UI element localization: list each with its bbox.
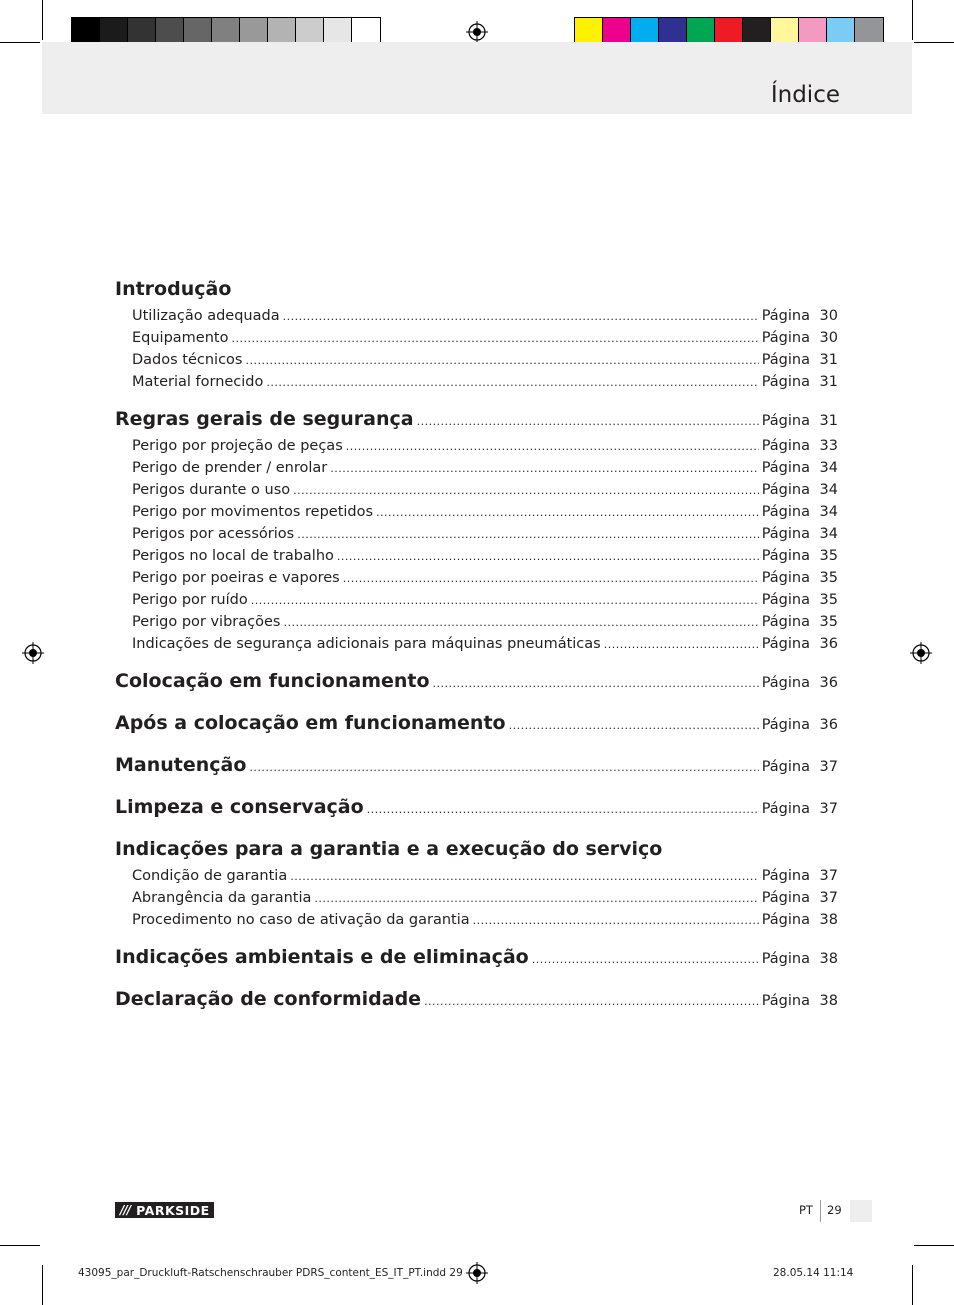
leader-dots — [266, 376, 758, 389]
print-slug-date: 28.05.14 11:14 — [773, 1267, 854, 1279]
leader-dots — [314, 892, 758, 905]
entry-title: Abrangência da garantia — [132, 890, 312, 906]
crop-mark — [0, 1245, 40, 1246]
footer-tab — [850, 1200, 872, 1222]
leader-dots — [433, 677, 759, 690]
toc-section-heading[interactable] — [115, 946, 838, 976]
page-ref: 35 — [819, 592, 838, 608]
toc-entry[interactable] — [115, 890, 838, 912]
crop-mark — [914, 1245, 954, 1246]
toc-section-heading[interactable] — [115, 408, 838, 438]
page-label: Página — [761, 951, 810, 967]
toc-entry[interactable] — [115, 308, 838, 330]
page-title: Índice — [770, 82, 840, 108]
table-of-contents — [115, 278, 838, 1030]
toc-entry[interactable] — [115, 592, 838, 614]
toc-section — [115, 754, 838, 784]
footer-divider — [820, 1200, 821, 1222]
page-label: Página — [761, 504, 810, 520]
entry-title: Perigos durante o uso — [132, 482, 291, 498]
entry-title: Procedimento no caso de ativação da garantia — [132, 912, 470, 928]
toc-entry[interactable] — [115, 374, 838, 396]
entry-title: Perigo por poeiras e vapores — [132, 570, 340, 586]
entry-title: Indicações de segurança adicionais para máquinas pneumáticas — [132, 636, 601, 652]
toc-section — [115, 946, 838, 976]
toc-entry[interactable] — [115, 636, 838, 658]
page-ref: 36 — [819, 636, 838, 652]
page-label: Página — [761, 548, 810, 564]
page-number: 29 — [827, 1203, 842, 1217]
crop-mark — [42, 1265, 43, 1305]
leader-dots — [290, 870, 758, 883]
page-label: Página — [761, 801, 810, 817]
page-label: Página — [761, 675, 810, 691]
toc-section-heading[interactable] — [115, 838, 838, 868]
page-label: Página — [761, 759, 810, 775]
page-ref: 37 — [819, 890, 838, 906]
page-label: Página — [761, 460, 810, 476]
registration-mark-icon — [466, 1262, 488, 1284]
crop-mark — [42, 0, 43, 40]
toc-entry[interactable] — [115, 614, 838, 636]
entry-title: Perigo por movimentos repetidos — [132, 504, 374, 520]
section-title: Introdução — [115, 278, 232, 300]
toc-entry[interactable] — [115, 570, 838, 592]
page-ref: 38 — [819, 993, 838, 1009]
toc-section — [115, 796, 838, 826]
toc-section — [115, 278, 838, 396]
page-ref: 34 — [819, 460, 838, 476]
leader-dots — [293, 484, 759, 497]
page-label: Página — [761, 352, 810, 368]
leader-dots — [473, 914, 759, 927]
crop-mark — [0, 42, 40, 43]
crop-mark — [912, 0, 913, 40]
page-ref: 31 — [819, 374, 838, 390]
toc-entry[interactable] — [115, 548, 838, 570]
page-ref: 36 — [819, 717, 838, 733]
page-ref: 34 — [819, 526, 838, 542]
leader-dots — [249, 761, 758, 774]
crop-mark — [914, 42, 954, 43]
page-label: Página — [761, 614, 810, 630]
page-label: Página — [761, 912, 810, 928]
entry-title: Perigos no local de trabalho — [132, 548, 334, 564]
toc-entry[interactable] — [115, 330, 838, 352]
section-title: Declaração de conformidade — [115, 988, 422, 1010]
leader-dots — [417, 415, 759, 428]
page-ref: 33 — [819, 438, 838, 454]
leader-dots — [283, 310, 759, 323]
print-slug-file: 43095_par_Druckluft-Ratschenschrauber PDRS_content_ES_IT_PT.indd 29 — [78, 1267, 463, 1279]
section-title: Colocação em funcionamento — [115, 670, 430, 692]
leader-dots — [283, 616, 758, 629]
page-label: Página — [761, 308, 810, 324]
page-label: Página — [761, 482, 810, 498]
page-label: Página — [761, 592, 810, 608]
page-ref: 34 — [819, 504, 838, 520]
page-ref: 35 — [819, 614, 838, 630]
page-label: Página — [761, 717, 810, 733]
toc-section — [115, 670, 838, 700]
toc-section — [115, 838, 838, 934]
toc-entry[interactable] — [115, 482, 838, 504]
entry-title: Condição de garantia — [132, 868, 288, 884]
page-ref: 31 — [819, 352, 838, 368]
leader-dots — [346, 440, 759, 453]
page-ref: 35 — [819, 548, 838, 564]
toc-section-heading[interactable] — [115, 670, 838, 700]
page-ref: 37 — [819, 868, 838, 884]
leader-dots — [246, 354, 759, 367]
brand-name: PARKSIDE — [136, 1202, 210, 1218]
registration-mark-icon — [22, 642, 44, 664]
leader-dots — [337, 550, 759, 563]
page-ref: 36 — [819, 675, 838, 691]
leader-dots — [231, 332, 758, 345]
section-title: Indicações para a garantia e a execução do serviço — [115, 838, 663, 860]
toc-entry[interactable] — [115, 504, 838, 526]
toc-section-heading[interactable] — [115, 278, 838, 308]
page-label: Página — [761, 570, 810, 586]
entry-title: Perigo por projeção de peças — [132, 438, 343, 454]
entry-title: Perigo de prender / enrolar — [132, 460, 328, 476]
section-title: Limpeza e conservação — [115, 796, 364, 818]
entry-title: Dados técnicos — [132, 352, 243, 368]
toc-section-heading[interactable] — [115, 712, 838, 742]
toc-entry[interactable] — [115, 526, 838, 548]
language-code: PT — [799, 1203, 813, 1217]
page-ref: 37 — [819, 801, 838, 817]
leader-dots — [297, 528, 759, 541]
page-ref: 37 — [819, 759, 838, 775]
toc-entry[interactable] — [115, 460, 838, 482]
page-label: Página — [761, 438, 810, 454]
toc-section — [115, 712, 838, 742]
leader-dots — [251, 594, 759, 607]
page-label: Página — [761, 413, 810, 429]
leader-dots — [343, 572, 759, 585]
page-label: Página — [761, 868, 810, 884]
page-label: Página — [761, 526, 810, 542]
toc-entry[interactable] — [115, 352, 838, 374]
page-ref: 38 — [819, 912, 838, 928]
entry-title: Utilização adequada — [132, 308, 280, 324]
leader-dots — [376, 506, 759, 519]
toc-section — [115, 988, 838, 1018]
leader-dots — [330, 462, 758, 475]
registration-mark-icon — [466, 21, 488, 43]
crop-mark — [912, 1265, 913, 1305]
leader-dots — [509, 719, 759, 732]
page-label: Página — [761, 374, 810, 390]
leader-dots — [532, 953, 759, 966]
leader-dots — [604, 638, 759, 651]
page-ref: 31 — [819, 413, 838, 429]
toc-entry[interactable] — [115, 912, 838, 934]
section-title: Regras gerais de segurança — [115, 408, 414, 430]
leader-dots — [367, 803, 759, 816]
toc-entry[interactable] — [115, 438, 838, 460]
page-label: Página — [761, 636, 810, 652]
toc-section-heading[interactable] — [115, 796, 838, 826]
entry-title: Equipamento — [132, 330, 229, 346]
page-ref: 34 — [819, 482, 838, 498]
section-title: Manutenção — [115, 754, 247, 776]
page-ref: 30 — [819, 308, 838, 324]
registration-mark-icon — [910, 642, 932, 664]
toc-entry[interactable] — [115, 868, 838, 890]
brand-stripes: /// — [120, 1203, 131, 1217]
section-title: Após a colocação em funcionamento — [115, 712, 506, 734]
toc-section-heading[interactable] — [115, 988, 838, 1018]
brand-logo — [115, 1202, 214, 1218]
page-ref: 35 — [819, 570, 838, 586]
entry-title: Perigo por vibrações — [132, 614, 281, 630]
entry-title: Perigos por acessórios — [132, 526, 295, 542]
toc-section-heading[interactable] — [115, 754, 838, 784]
entry-title: Perigo por ruído — [132, 592, 248, 608]
entry-title: Material fornecido — [132, 374, 264, 390]
page-label: Página — [761, 330, 810, 346]
toc-section — [115, 408, 838, 658]
section-title: Indicações ambientais e de eliminação — [115, 946, 529, 968]
page-label: Página — [761, 993, 810, 1009]
page-ref: 38 — [819, 951, 838, 967]
page-ref: 30 — [819, 330, 838, 346]
leader-dots — [424, 995, 759, 1008]
page-label: Página — [761, 890, 810, 906]
